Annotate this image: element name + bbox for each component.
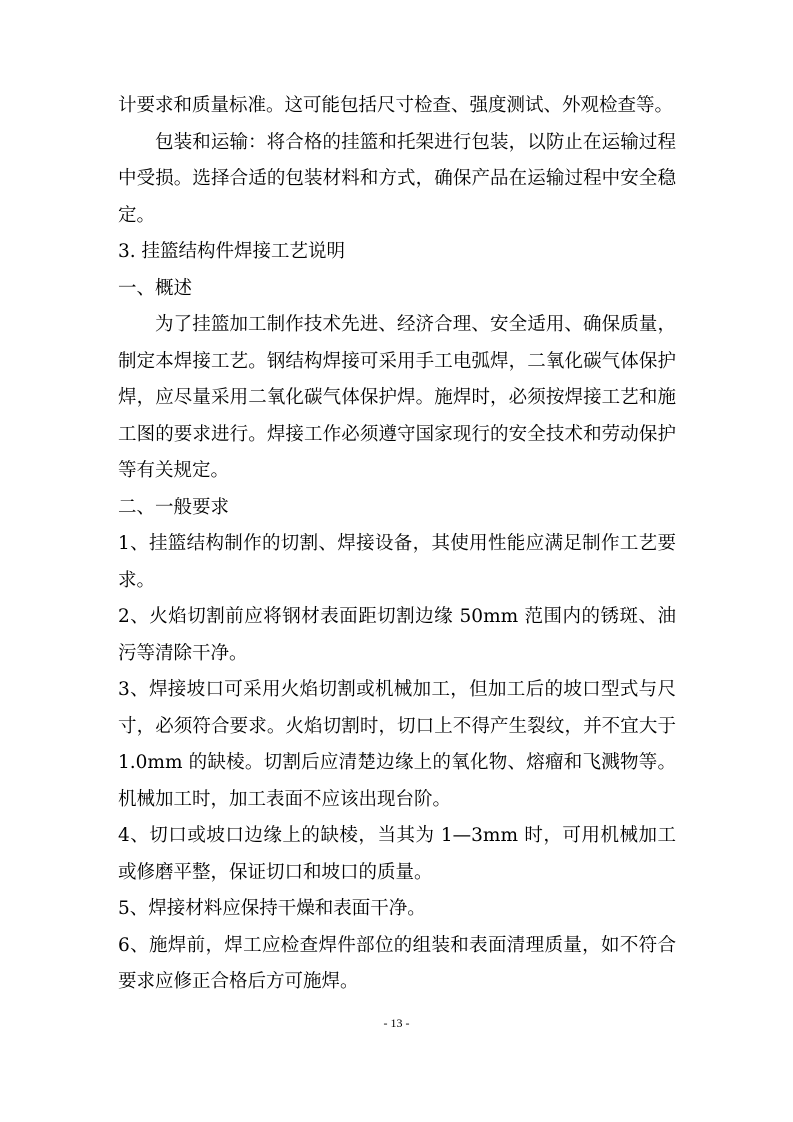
paragraph-overview: 为了挂篮加工制作技术先进、经济合理、安全适用、确保质量，制定本焊接工艺。钢结构焊接可采用手工电弧焊，二氧化碳气体保护焊，应尽量采用二氧化碳气体保护焊。施焊时，必须按焊接工艺和施工图的要求进行。焊接工作必须遵守国家现行的安全技术和劳动保护等有关规定。 [118,314,676,481]
requirement-item-3: 3、焊接坡口可采用火焰切割或机械加工，但加工后的坡口型式与尺寸，必须符合要求。火焰切割时，切口上不得产生裂纹，并不宜大于 1.0mm 的缺棱。切割后应清楚边缘上的氧化物、熔瘤和飞溅物等。机械加工时，加工表面不应该出现台阶。 [118,679,676,810]
requirement-item-6: 6、施焊前，焊工应检查焊件部位的组装和表面清理质量，如不符合要求应修正合格后方可施焊。 [118,934,676,992]
paragraph-packaging-transport: 包装和运输：将合格的挂篮和托架进行包装，以防止在运输过程中受损。选择合适的包装材料和方式，确保产品在运输过程中安全稳定。 [118,131,676,226]
subsection-heading-overview: 一、概述 [118,277,193,299]
section-heading-welding-process: 3. 挂篮结构件焊接工艺说明 [118,241,346,262]
requirement-item-5: 5、焊接材料应保持干燥和表面干净。 [118,898,426,919]
requirement-item-1: 1、挂篮结构制作的切割、焊接设备，其使用性能应满足制作工艺要求。 [118,533,676,591]
page-number: - 13 - [383,1016,410,1030]
paragraph-quality-standards: 计要求和质量标准。这可能包括尺寸检查、强度测试、外观检查等。 [118,95,674,116]
subsection-heading-general-requirements: 二、一般要求 [118,496,230,518]
document-body [118,88,676,1001]
requirement-item-4: 4、切口或坡口边缘上的缺棱，当其为 1—3mm 时，可用机械加工或修磨平整，保证切口和坡口的质量。 [118,825,676,883]
requirement-item-2: 2、火焰切割前应将钢材表面距切割边缘 50mm 范围内的锈斑、油污等清除干净。 [118,606,676,664]
